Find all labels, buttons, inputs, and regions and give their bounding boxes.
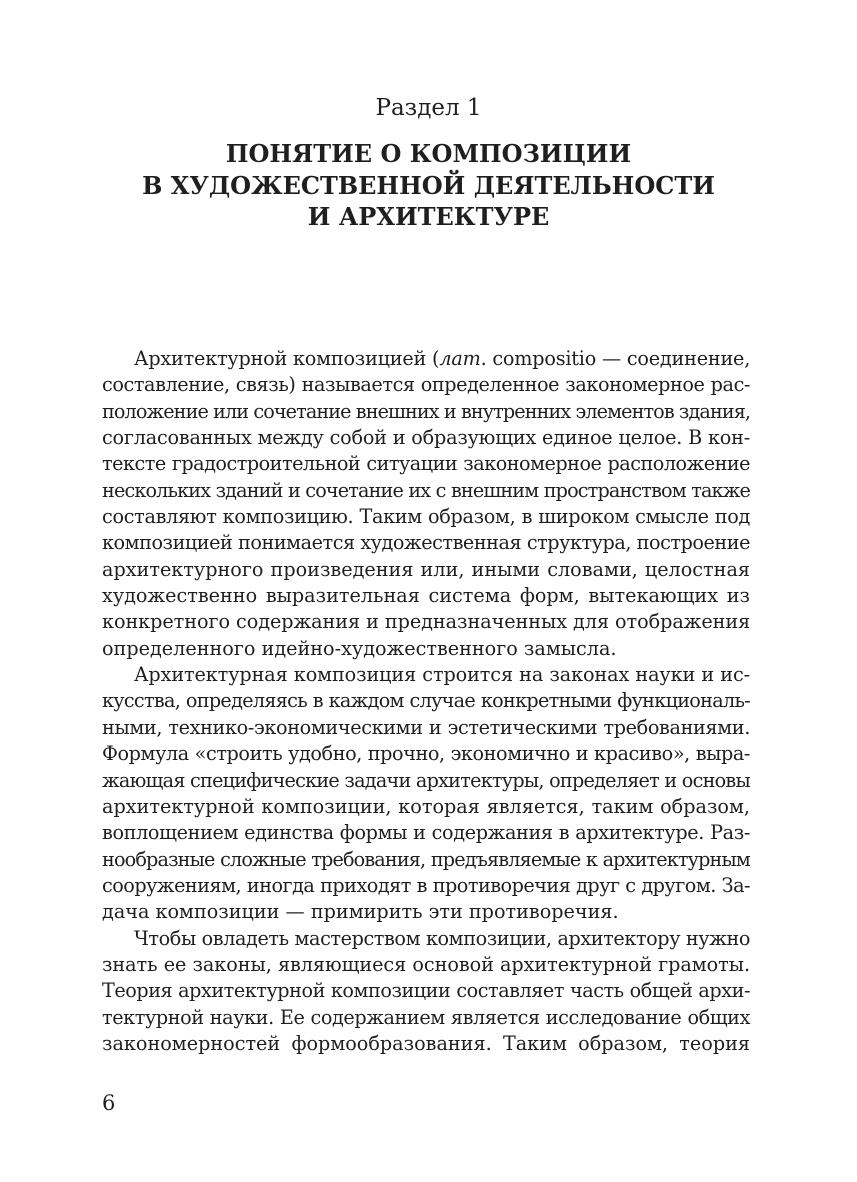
section-label: Раздел 1 [375, 95, 482, 121]
text-line: Формула «строить удобно, прочно, экономично и красиво», выра- [102, 742, 750, 766]
text-line: Чтобы овладеть мастерством композиции, архитектору нужно [134, 926, 750, 950]
text-line: знать ее законы, являющиеся основой архитектурной грамоты. [102, 952, 750, 976]
chapter-title-line: ПОНЯТИЕ О КОМПОЗИЦИИ [225, 139, 632, 168]
text-line: архитектурного произведения или, иными словами, целостная [102, 557, 750, 581]
text-line: конкретного содержания и предназначенных для отображения [102, 610, 751, 634]
page-number: 6 [102, 1091, 116, 1115]
text-line: Теория архитектурной композиции составляет часть общей архи- [102, 979, 750, 1003]
chapter-title-line: В ХУДОЖЕСТВЕННОЙ ДЕЯТЕЛЬНОСТИ [142, 170, 715, 200]
text-line: нескольких зданий и сочетание их с внешним пространством также [102, 478, 750, 502]
paragraph-1 [102, 346, 750, 662]
text-line: архитектурной композиции, которая является, таким образом, [102, 794, 750, 818]
text-line: воплощением единства формы и содержания в архитектуре. Раз- [102, 821, 750, 845]
text-line: тексте градостроительной ситуации закономерное расположение [102, 452, 750, 476]
paragraph-2 [102, 662, 750, 925]
text-line: нообразные сложные требования, предъявляемые к архитектурным [102, 847, 750, 871]
text-line: кусства, определяясь в каждом случае конкретными функциональ- [102, 689, 750, 713]
text-line: дача композиции — примирить эти противоречия. [102, 900, 619, 924]
text-line: композицией понимается художественная структура, построение [102, 531, 750, 555]
chapter-title-line: И АРХИТЕКТУРЕ [307, 202, 550, 231]
text-line: составление, связь) называется определенное закономерное рас- [102, 373, 750, 397]
text-line: согласованных между собой и образующих единое целое. В кон- [102, 426, 750, 450]
text-line: Архитектурной композицией (лат. compositio — соединение, [134, 347, 751, 370]
text-line: ными, технико-экономическими и эстетическими требованиями. [102, 715, 750, 739]
text-line: Архитектурная композиция строится на законах науки и ис- [134, 663, 750, 687]
text-line: закономерностей формообразования. Таким образом, теория [102, 1031, 750, 1055]
text-line: определенного идейно-художественного замысла. [102, 636, 617, 660]
body-text [102, 346, 750, 1057]
text-line: тектурной науки. Ее содержанием является исследование общих [102, 1005, 750, 1029]
paragraph-3 [102, 926, 750, 1058]
text-line: положение или сочетание внешних и внутренних элементов здания, [102, 399, 751, 423]
text-line: художественно выразительная система форм, вытекающих из [102, 584, 750, 608]
latin-abbreviation: лат. [439, 347, 487, 370]
chapter-title [0, 138, 857, 233]
text-line: составляют композицию. Таким образом, в широком смысле под [102, 505, 750, 529]
text-line: сооружениям, иногда приходят в противоречия друг с другом. За- [102, 873, 750, 897]
text-line: жающая специфические задачи архитектуры, определяет и основы [102, 768, 750, 792]
